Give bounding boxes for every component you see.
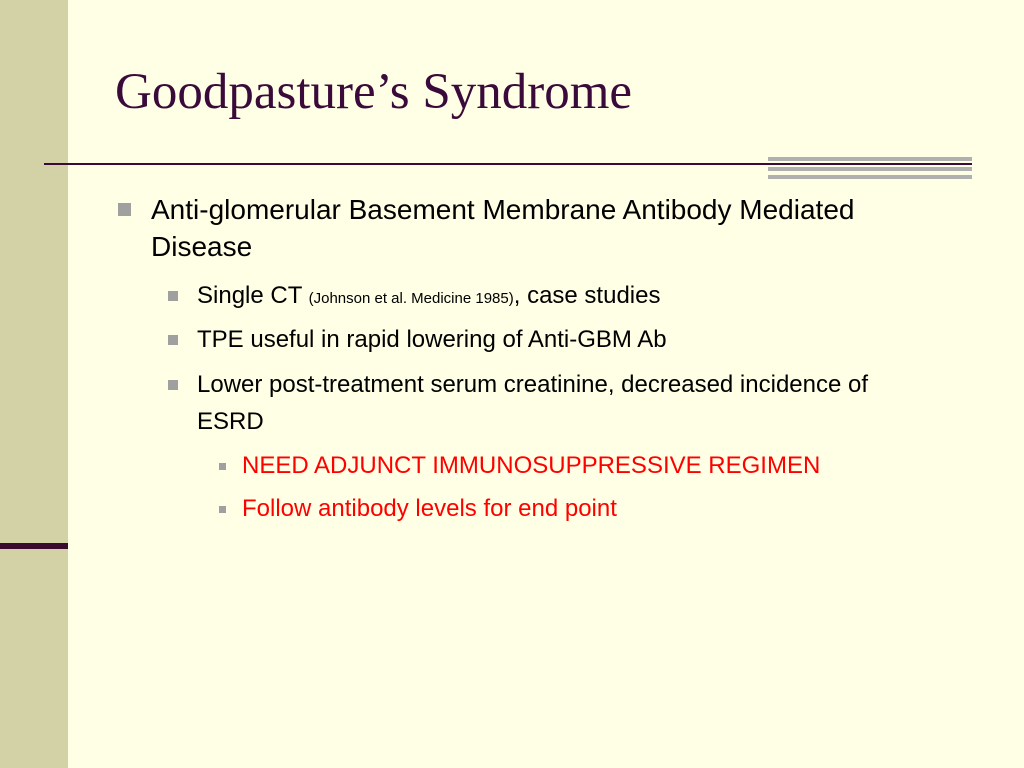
decorative-bar-1 [768, 157, 972, 161]
square-bullet-icon [168, 291, 178, 301]
title-divider [44, 163, 972, 165]
bullet-sub-1 [168, 277, 928, 317]
square-bullet-icon [219, 506, 226, 513]
decorative-bar-3 [768, 175, 972, 179]
left-bar-accent-line [0, 543, 68, 549]
bullet-main-text: Anti-glomerular Basement Membrane Antibody Mediated Disease [151, 194, 855, 262]
square-bullet-icon [118, 203, 131, 216]
bullet-sub-2 [168, 321, 928, 358]
decorative-bar-2 [768, 167, 972, 171]
bullet-sub-1-text [197, 277, 660, 317]
bullet-main [118, 191, 898, 265]
citation: (Johnson et al. Medicine 1985) [308, 290, 514, 307]
bullet-subsub-1-text: NEED ADJUNCT IMMUNOSUPPRESSIVE REGIMEN [242, 452, 821, 479]
bullet-sub-3-text: Lower post-treatment serum creatinine, decreased incidence of ESRD [197, 371, 869, 435]
bullet-sub-1-suffix: , case studies [513, 282, 661, 309]
square-bullet-icon [219, 463, 226, 470]
bullet-sub-1-prefix: Single CT [197, 282, 309, 309]
bullet-subsub-2 [219, 490, 979, 527]
left-side-bar [0, 0, 68, 768]
bullet-subsub-2-text: Follow antibody levels for end point [242, 495, 617, 522]
bullet-subsub-1 [219, 447, 979, 484]
square-bullet-icon [168, 380, 178, 390]
slide-title: Goodpasture’s Syndrome [115, 64, 633, 120]
square-bullet-icon [168, 335, 178, 345]
bullet-sub-3 [168, 366, 928, 440]
bullet-sub-2-text: TPE useful in rapid lowering of Anti-GBM Ab [197, 326, 667, 353]
